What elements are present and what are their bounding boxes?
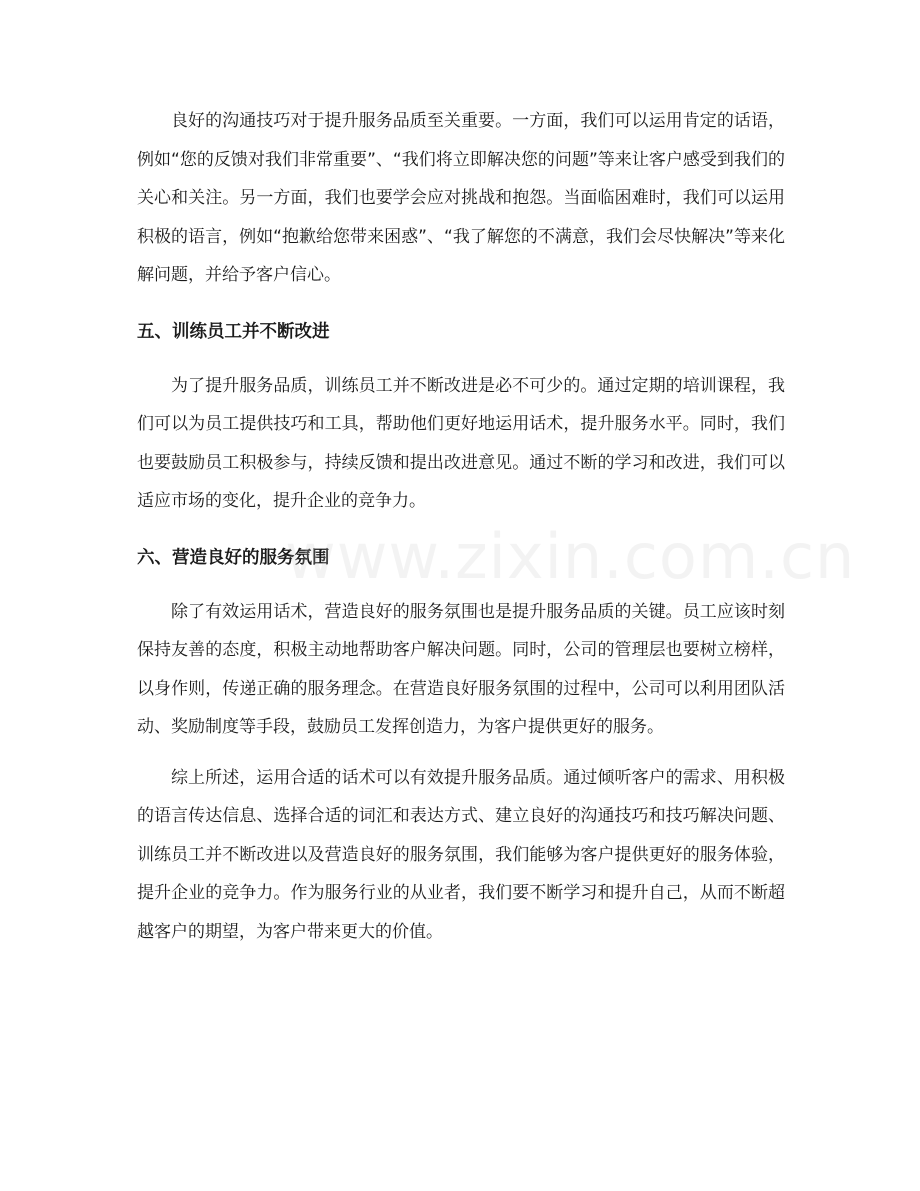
document-body bbox=[137, 102, 856, 951]
section-heading-6: 六、营造良好的服务氛围 bbox=[137, 547, 330, 568]
spacer bbox=[137, 345, 785, 367]
paragraph-service-atmosphere: 除了有效运用话术，营造良好的服务氛围也是提升服务品质的关键。员工应该时刻保持友善的态度，积极主动地帮助客户解决问题。同时，公司的管理层也要树立榜样，以身作则，传递正确的服务理念。在营造良好服务氛围的过程中，公司可以利用团队活动、奖励制度等手段，鼓励员工发挥创造力，为客户提供更好的服务。 bbox=[137, 601, 785, 737]
spacer bbox=[137, 571, 785, 593]
paragraph-train-staff: 为了提升服务品质，训练员工并不断改进是必不可少的。通过定期的培训课程，我们可以为员工提供技巧和工具，帮助他们更好地运用话术，提升服务水平。同时，我们也要鼓励员工积极参与，持续反馈和提出改进意见。通过不断的学习和改进，我们可以适应市场的变化，提升企业的竞争力。 bbox=[137, 375, 785, 511]
paragraph-summary: 综上所述，运用合适的话术可以有效提升服务品质。通过倾听客户的需求、用积极的语言传达信息、选择合适的词汇和表达方式、建立良好的沟通技巧和技巧解决问题、训练员工并不断改进以及营造良好的服务氛围，我们能够为客户提供更好的服务体验，提升企业的竞争力。作为服务行业的从业者，我们要不断学习和提升自己，从而不断超越客户的期望，为客户带来更大的价值。 bbox=[137, 767, 785, 942]
spacer bbox=[137, 521, 785, 545]
watermark-text: www.zixin.com.cn bbox=[285, 520, 856, 593]
spacer bbox=[137, 747, 785, 759]
spacer bbox=[137, 295, 785, 319]
section-heading-5: 五、训练员工并不断改进 bbox=[137, 321, 330, 342]
paragraph-communication-skills: 良好的沟通技巧对于提升服务品质至关重要。一方面，我们可以运用肯定的话语，例如“您的反馈对我们非常重要”、“我们将立即解决您的问题”等来让客户感受到我们的关心和关注。另一方面，我们也要学会应对挑战和抱怨。当面临困难时，我们可以运用积极的语言，例如“抱歉给您带来困惑”、“我了解您的不满意，我们会尽快解决”等来化解问题，并给予客户信心。 bbox=[137, 111, 785, 285]
